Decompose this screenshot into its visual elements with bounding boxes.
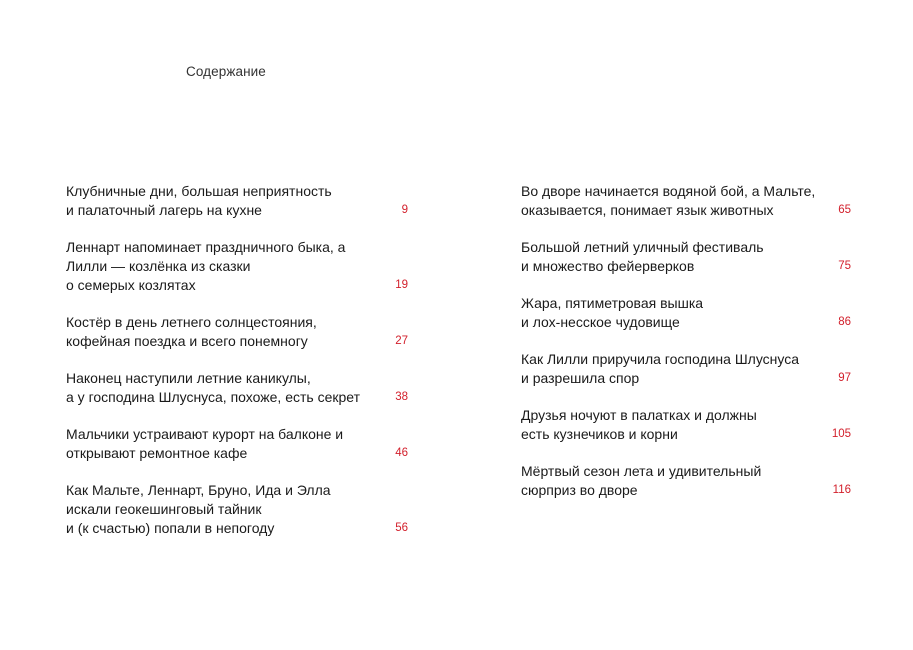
toc-page-number: 97 [838,372,851,384]
toc-entry-line: Клубничные дни, большая неприятность [66,183,332,199]
toc-entry-line: Во дворе начинается водяной бой, а Мальте, [521,183,816,199]
toc-entry-line: и палаточный лагерь на кухне [66,202,262,218]
toc-entry-line: и (к счастью) попали в непогоду [66,520,275,536]
toc-entry [66,182,408,220]
toc-entry-line: Лилли — козлёнка из сказки [66,258,251,274]
toc-entry [66,369,408,407]
toc-entry-line: Мёртвый сезон лета и удивительный [521,463,762,479]
toc-page-number: 46 [395,447,408,459]
toc-entry-line: Костёр в день летнего солнцестояния, [66,314,317,330]
toc-entry-line: Наконец наступили летние каникулы, [66,370,311,386]
toc-page-number: 116 [832,484,851,496]
toc-entry-line: есть кузнечиков и корни [521,426,678,442]
toc-entry-line: Леннарт напоминает праздничного быка, а [66,239,346,255]
toc-entry [66,313,408,351]
toc-page-number: 65 [838,204,851,216]
toc-page-number: 56 [395,522,408,534]
toc-entry-line: и множество фейерверков [521,258,695,274]
toc-entry [521,238,851,276]
toc-entry-line: Большой летний уличный фестиваль [521,239,764,255]
toc-entry-line: и лох-несское чудовище [521,314,680,330]
toc-entry [521,462,851,500]
toc-entry-line: открывают ремонтное кафе [66,445,248,461]
toc-page-number: 105 [831,428,851,440]
toc-entry-line: сюрприз во дворе [521,482,638,498]
toc-page-number: 86 [838,316,851,328]
toc-entry-line: о семерых козлятах [66,277,196,293]
toc-entry-line: Как Лилли приручила господина Шлуснуса [521,351,800,367]
toc-entry-line: Жара, пятиметровая вышка [521,295,704,311]
toc-entry [521,350,851,388]
toc-entry-line: и разрешила спор [521,370,640,386]
toc-page-number: 38 [395,391,408,403]
toc-entry-line: а у господина Шлуснуса, похоже, есть секрет [66,389,361,405]
toc-entry [66,425,408,463]
toc-right-column [521,182,851,518]
toc-page-number: 75 [838,260,851,272]
toc-entry [66,481,408,538]
toc-entry-line: кофейная поездка и всего понемногу [66,333,308,349]
toc-entry-line: Друзья ночуют в палатках и должны [521,407,757,423]
toc-left-column [66,182,408,556]
toc-entry [521,182,851,220]
toc-page-number: 19 [395,279,408,291]
toc-entry-line: оказывается, понимает язык животных [521,202,774,218]
toc-entry [521,406,851,444]
toc-entry-line: Мальчики устраивают курорт на балконе и [66,426,344,442]
toc-page-number: 9 [401,204,408,216]
toc-entry [66,238,408,295]
page-title: Содержание [186,64,266,79]
toc-entry-line: искали геокешинговый тайник [66,501,262,517]
toc-entry-line: Как Мальте, Леннарт, Бруно, Ида и Элла [66,482,331,498]
toc-entry [521,294,851,332]
toc-page-number: 27 [395,335,408,347]
